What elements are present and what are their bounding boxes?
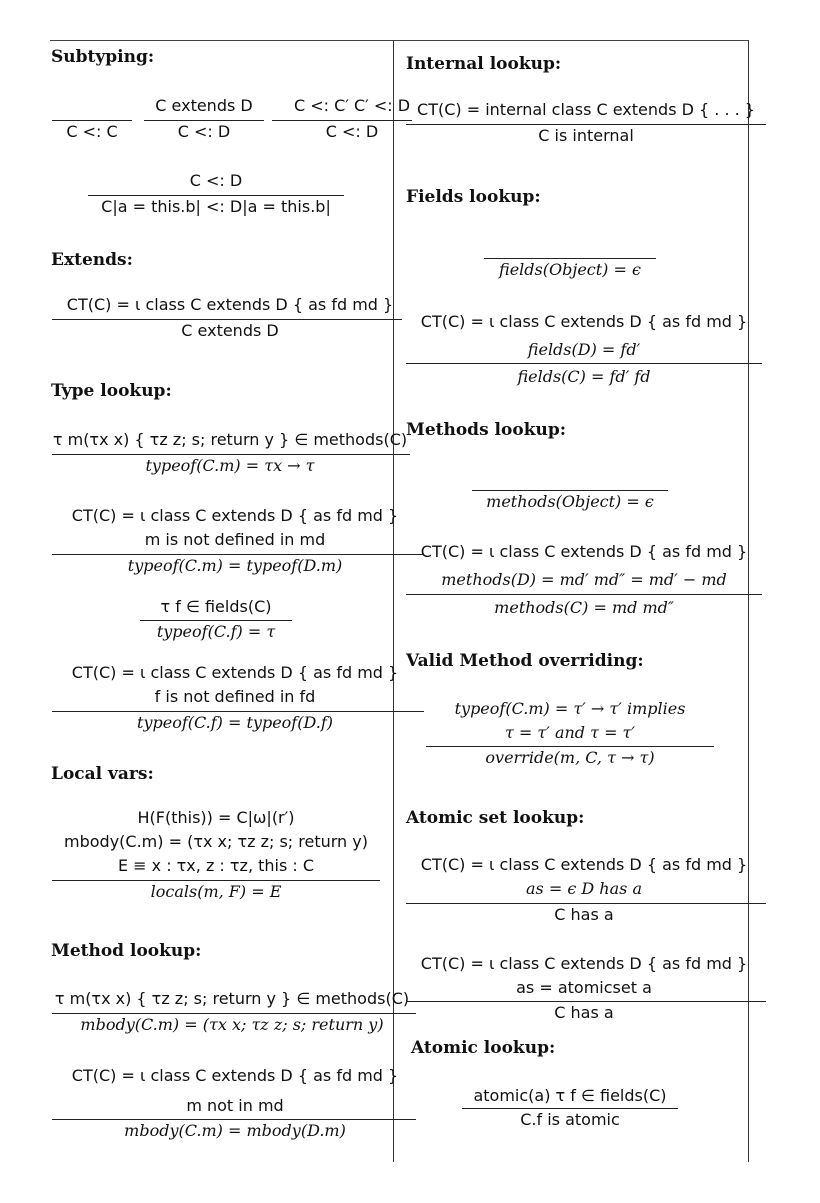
rule-conclusion: fields(C) = fd′ fd (517, 367, 651, 386)
rule-line (52, 711, 424, 712)
rule-premise: as = ϵ D has a (526, 879, 642, 898)
rule-line (52, 120, 132, 121)
rule-premise: CT(C) = ι class C extends D { as fd md } (66, 295, 394, 314)
rule-conclusion: typeof(C.f) = τ (156, 622, 276, 641)
rule-conclusion: fields(Object) = ϵ (499, 260, 641, 279)
rule-premise: τ f ∈ fields(C) (160, 597, 272, 616)
rule-line (462, 1108, 678, 1109)
rule-premise: f is not defined in fd (154, 687, 316, 706)
rule-premise: CT(C) = ι class C extends D { as fd md } (420, 855, 748, 874)
rule-conclusion: typeof(C.m) = typeof(D.m) (127, 556, 343, 575)
rule-premise: typeof(C.m) = τ′ → τ′ implies (454, 699, 686, 718)
rule-premise: CT(C) = ι class C extends D { as fd md } (71, 663, 399, 682)
rule-conclusion: C is internal (538, 126, 634, 145)
rule-conclusion: C <: D (325, 122, 379, 141)
rule-line (52, 880, 380, 881)
rule-premise: m is not defined in md (144, 530, 326, 549)
rule-conclusion: C.f is atomic (520, 1110, 620, 1129)
section-heading-subtyping: Subtyping: (51, 47, 155, 67)
rule-premise: H(F(this)) = C|ω|(r′) (137, 808, 295, 827)
rule-line (52, 554, 424, 555)
rule-line (406, 124, 766, 125)
rule-premise: τ = τ′ and τ = τ′ (504, 723, 636, 742)
rule-line (52, 319, 402, 320)
section-heading-internal-lookup: Internal lookup: (406, 54, 562, 74)
rule-premise: C extends D (155, 96, 253, 115)
rule-line (144, 120, 264, 121)
rule-premise: methods(D) = md′ md″ = md′ − md (441, 570, 727, 589)
rule-premise: CT(C) = ι class C extends D { as fd md } (420, 542, 748, 561)
rule-premise: mbody(C.m) = (τx x; τz z; s; return y) (64, 832, 368, 851)
rule-conclusion: mbody(C.m) = (τx x; τz z; s; return y) (80, 1015, 384, 1034)
rule-line (406, 594, 762, 595)
rule-conclusion: mbody(C.m) = mbody(D.m) (124, 1121, 346, 1140)
rule-conclusion: C <: C (66, 122, 118, 141)
rule-line (52, 1119, 416, 1120)
rule-premise: C <: D (189, 171, 243, 190)
rule-line (406, 1001, 766, 1002)
rule-line (140, 620, 292, 621)
right-border (748, 40, 749, 1162)
rule-line (88, 195, 344, 196)
section-heading-valid-overriding: Valid Method overriding: (406, 651, 644, 671)
section-heading-local-vars: Local vars: (51, 764, 154, 784)
section-heading-fields-lookup: Fields lookup: (406, 187, 541, 207)
rule-premise: E ≡ x : τx, z : τz, this : C (117, 856, 315, 875)
rule-line (406, 363, 762, 364)
rule-line (472, 490, 668, 491)
page-top-border (50, 40, 748, 41)
rule-conclusion: C <: D (177, 122, 231, 141)
rule-conclusion: C|a = this.b| <: D|a = this.b| (101, 197, 331, 216)
rule-premise: m not in md (186, 1096, 284, 1115)
rule-line (406, 903, 766, 904)
section-heading-method-lookup: Method lookup: (51, 941, 202, 961)
section-heading-extends: Extends: (51, 250, 133, 270)
rule-premise: fields(D) = fd′ (527, 340, 641, 359)
rule-line (52, 454, 410, 455)
rule-conclusion: C extends D (181, 321, 279, 340)
rule-premise: as = atomicset a (516, 978, 652, 997)
rule-premise: τ m(τx x) { τz z; s; return y } ∈ methods(C) (52, 430, 408, 449)
rule-premise: C <: C′ C′ <: D (293, 96, 411, 115)
rule-conclusion: C has a (554, 905, 614, 924)
rule-premise: τ m(τx x) { τz z; s; return y } ∈ methods(C) (54, 989, 410, 1008)
rule-premise: CT(C) = ι class C extends D { as fd md } (420, 954, 748, 973)
section-heading-type-lookup: Type lookup: (51, 381, 172, 401)
section-heading-methods-lookup: Methods lookup: (406, 420, 566, 440)
rule-premise: CT(C) = ι class C extends D { as fd md } (71, 506, 399, 525)
section-heading-atomic-set-lookup: Atomic set lookup: (406, 808, 585, 828)
rule-conclusion: override(m, C, τ → τ) (485, 748, 655, 767)
rule-premise: CT(C) = internal class C extends D { . . . } (417, 100, 755, 119)
rule-line (52, 1013, 416, 1014)
rule-conclusion: C has a (554, 1003, 614, 1022)
rule-conclusion: methods(Object) = ϵ (486, 492, 654, 511)
rule-line (426, 746, 714, 747)
rule-line (272, 120, 412, 121)
rule-conclusion: typeof(C.f) = typeof(D.f) (137, 713, 333, 732)
rule-line (484, 258, 656, 259)
section-heading-atomic-lookup: Atomic lookup: (411, 1038, 556, 1058)
rule-conclusion: methods(C) = md md″ (494, 598, 674, 617)
rule-premise: CT(C) = ι class C extends D { as fd md } (420, 312, 748, 331)
rule-conclusion: locals(m, F) = E (150, 882, 282, 901)
rule-conclusion: typeof(C.m) = τx → τ (145, 456, 315, 475)
rule-premise: CT(C) = ι class C extends D { as fd md } (71, 1066, 399, 1085)
rule-premise: atomic(a) τ f ∈ fields(C) (473, 1086, 667, 1105)
